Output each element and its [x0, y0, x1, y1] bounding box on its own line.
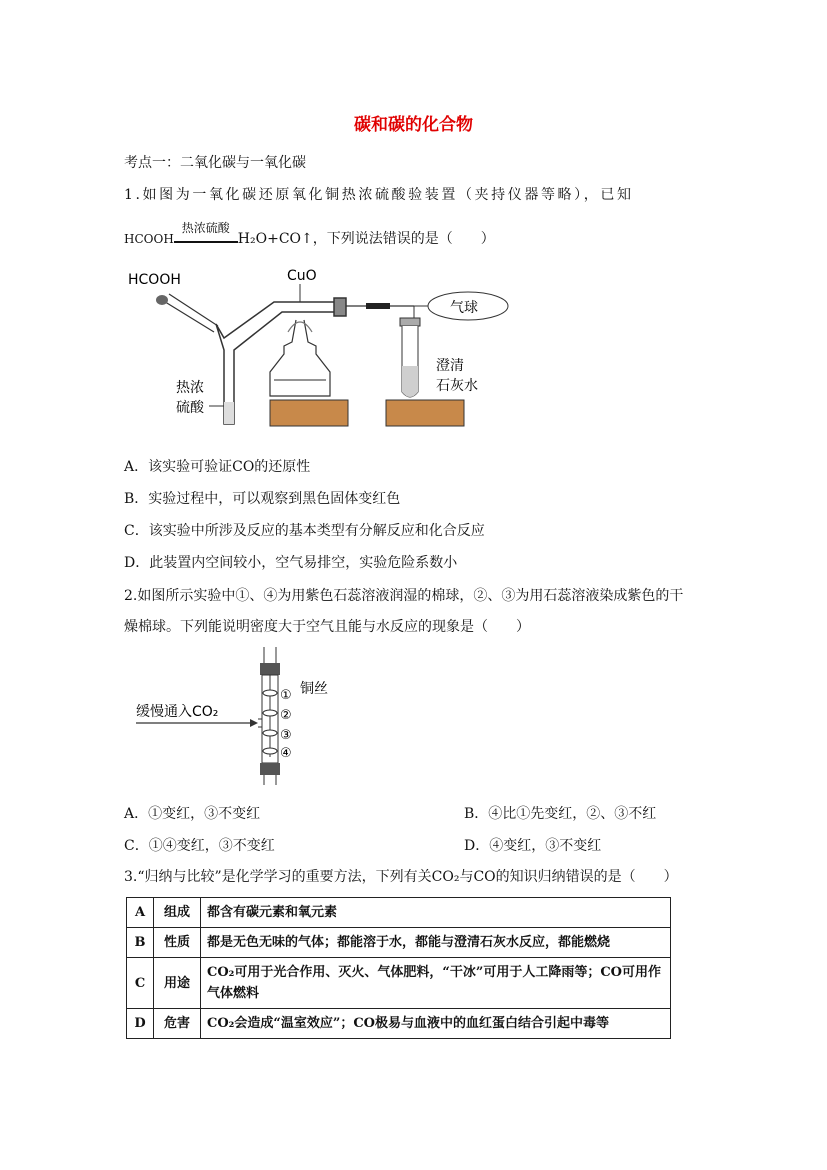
row-key: C	[127, 958, 154, 1009]
row-key: A	[127, 898, 154, 928]
limewater-label-line2: 石灰水	[436, 378, 478, 394]
hot-acid-liquid	[224, 402, 234, 424]
q1-option-a: A．该实验可验证CO的还原性	[124, 459, 311, 475]
q2-apparatus-figure	[130, 645, 370, 785]
copper-wire-label: 铜丝	[300, 681, 328, 697]
q1-stem: 1.如图为一氧化碳还原氧化铜热浓硫酸验装置（夹持仪器等略），已知	[124, 187, 634, 203]
page-title: 碳和碳的化合物	[354, 115, 473, 135]
acid-label-line1: 热浓	[176, 380, 204, 396]
table-row	[127, 958, 671, 1009]
q2-option-d: D．④变红，③不变红	[464, 838, 602, 854]
cotton-ball-3	[263, 730, 277, 736]
q1-option-d: D．此装置内空间较小，空气易排空，实验危险系数小	[124, 555, 458, 571]
q3-stem: 3.“归纳与比较”是化学学习的重要方法，下列有关CO₂与CO的知识归纳错误的是（ ）	[124, 869, 678, 885]
label-3: ③	[280, 728, 292, 743]
co2-inlet-label: 缓慢通入CO₂	[136, 704, 219, 720]
table-row	[127, 898, 671, 928]
section-heading: 考点一：二氧化碳与一氧化碳	[124, 155, 306, 171]
table-row	[127, 928, 671, 958]
cotton-ball-2	[263, 710, 277, 716]
q2-option-b: B．④比①先变红，②、③不红	[464, 806, 657, 822]
cuo-label: CuO	[287, 268, 317, 284]
q1-option-c: C．该实验中所涉及反应的基本类型有分解反应和化合反应	[124, 523, 485, 539]
label-2: ②	[280, 708, 292, 723]
q1-option-b: B．实验过程中，可以观察到黑色固体变红色	[124, 491, 401, 507]
equation-reactant: HCOOH	[124, 232, 174, 246]
hcooh-label: HCOOH	[128, 272, 181, 288]
row-category: 组成	[154, 898, 201, 928]
q1-apparatus-figure	[124, 262, 524, 437]
q2-stem-line1: 2.如图所示实验中①、④为用紫色石蕊溶液润湿的棉球，②、③为用石蕊溶液染成紫色的干	[124, 588, 684, 604]
row-category: 性质	[154, 928, 201, 958]
row-category: 用途	[154, 958, 201, 1009]
q2-stem-line2: 燥棉球。下列能说明密度大于空气且能与水反应的现象是（ ）	[124, 619, 530, 635]
row-category: 危害	[154, 1009, 201, 1039]
q2-option-c: C．①④变红，③不变红	[124, 838, 275, 854]
equation-products: H₂O+CO↑，下列说法错误的是（ ）	[237, 231, 495, 247]
equation-arrow	[174, 221, 238, 243]
wooden-block-right	[386, 400, 464, 426]
balloon-label: 气球	[450, 300, 478, 316]
q3-comparison-table	[126, 897, 671, 1039]
dropper-funnel	[156, 294, 218, 332]
row-text: 都是无色无味的气体；都能溶于水，都能与澄清石灰水反应，都能燃烧	[201, 928, 671, 958]
cotton-ball-1	[263, 690, 277, 696]
q1-equation	[124, 221, 495, 248]
row-text: CO₂会造成“温室效应”；CO极易与血液中的血红蛋白结合引起中毒等	[201, 1009, 671, 1039]
table-row	[127, 1009, 671, 1039]
arrowhead-icon	[250, 719, 258, 727]
cotton-ball-4	[263, 748, 277, 754]
label-1: ①	[280, 688, 292, 703]
limewater-label-line1: 澄清	[436, 358, 464, 374]
equation-condition: 热浓硫酸	[181, 221, 230, 235]
q2-option-a: A．①变红，③不变红	[124, 806, 261, 822]
row-key: D	[127, 1009, 154, 1039]
rubber-connector	[346, 303, 440, 322]
row-text: CO₂可用于光合作用、灭火、气体肥料，“干冰”可用于人工降雨等；CO可用作气体燃料	[201, 958, 671, 1009]
acid-label-line2: 硫酸	[176, 400, 204, 416]
label-4: ④	[280, 746, 292, 761]
row-key: B	[127, 928, 154, 958]
test-tube-limewater	[400, 318, 420, 397]
row-text: 都含有碳元素和氧元素	[201, 898, 671, 928]
wooden-block-left	[270, 400, 348, 426]
alcohol-lamp	[270, 320, 330, 396]
